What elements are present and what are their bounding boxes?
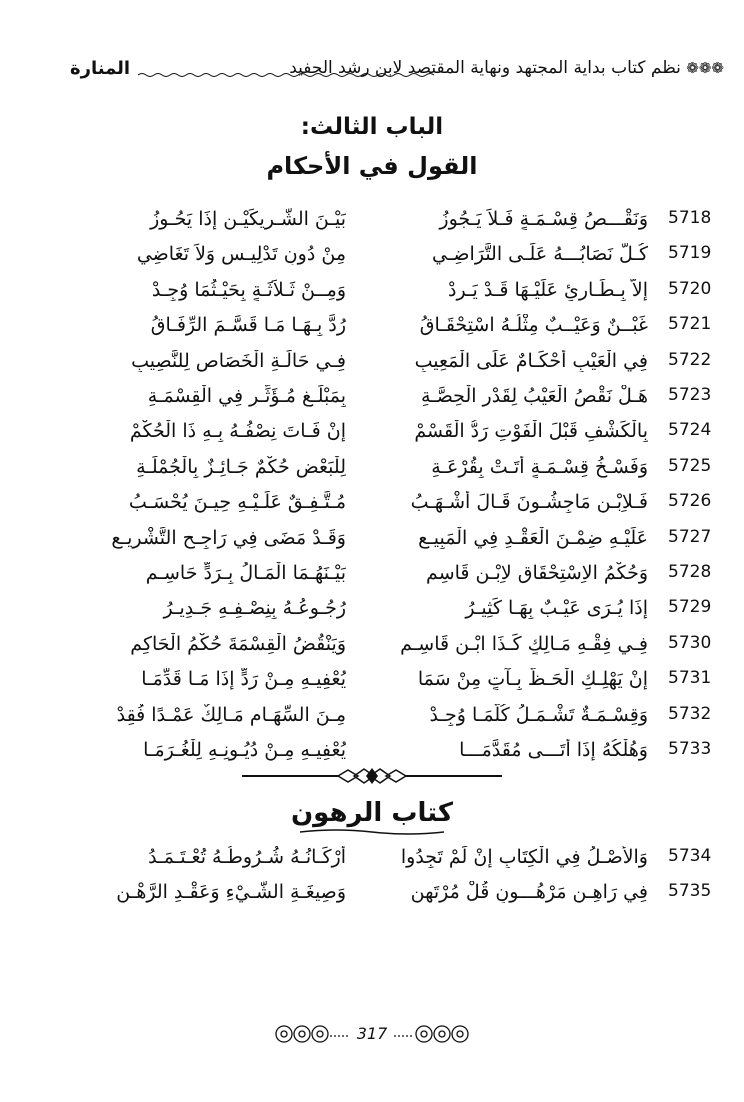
verse-row <box>0 704 744 739</box>
running-header <box>70 58 724 88</box>
verse-first-hemistich: وَالأَصْـلُ فِي الْكِتَابِ إِنْ لَمْ تَجِدُوا <box>400 846 648 868</box>
verse-number: 5732 <box>668 703 712 724</box>
verse-second-hemistich: أَرْكَـانُـهُ شُـرُوطُـهُ تُعْـتَـمَـدُ <box>148 846 346 868</box>
verse-row <box>0 208 744 243</box>
verse-first-hemistich: وَحُكْمُ الاِسْتِحْقَاقِ لاِبْـنِ قَاسِم <box>426 562 648 584</box>
chapter-label: الباب الثالث: <box>300 114 444 140</box>
verse-first-hemistich: فِي رَاهِـنٍ مَرْهُـــونٍ قُلْ مُرْتَهِنِ <box>410 881 648 904</box>
verse-second-hemistich: فِـي حَالَـةِ الْخَصَاصِ لِلنَّصِيبِ <box>131 349 346 372</box>
verse-first-hemistich: فَـلاِبْـنِ مَاجِشُـونَ قَـالَ أَشْـهَـبُ <box>410 491 648 514</box>
verse-first-hemistich: هَـلْ نَقْصُ الْعَيْبُ لِقَدْرِ الْحِصَّـةِ <box>420 385 648 407</box>
verse-first-hemistich: وَنَقْـــصُ قِسْـمَـةٍ فَـلاَ يَـجُوزُ <box>439 208 648 230</box>
verse-row <box>0 420 744 455</box>
verse-first-hemistich: وَفَسْـخُ قِسْـمَـةٍ أَتَـتْ بِقُرْعَـةِ <box>431 455 648 478</box>
verse-first-hemistich: وَقِسْـمَـةٌ تَشْـمَـلُ كُلَّمَـا وُجِـدْ <box>429 703 648 726</box>
verse-row <box>0 881 744 916</box>
verse-second-hemistich: وَصِيغَـةِ الشَّـيْءِ وَعَقْـدِ الرَّهْـنِ <box>116 881 346 904</box>
verse-first-hemistich: غَبْــنٌ وَعَيْــبٌ مِثْلُـهُ اسْتِحْقَـاقُ <box>419 314 648 337</box>
verse-second-hemistich: مِنْ دُونِ تَدْلِيـسٍ وَلاَ تَغَاضِي <box>136 243 346 266</box>
verse-number: 5726 <box>668 491 712 512</box>
verse-number: 5728 <box>668 562 712 582</box>
verse-second-hemistich: رُدَّ بِـهَـا مَـا قَسَّـمَ الرِّفَـاقُ <box>150 314 346 337</box>
verse-row <box>0 527 744 562</box>
verse-first-hemistich: إِلاَّ بِـطَـارِئٍ عَلَيْـهَا قَـدْ يَـرِدْ <box>447 278 648 301</box>
verse-number: 5722 <box>668 349 712 370</box>
verse-second-hemistich: بَيْـنَهُـمَا الْمَـالُ بِـرَدٍّ حَاسِـمِ <box>145 562 346 584</box>
verse-row <box>0 562 744 597</box>
verse-row <box>0 385 744 420</box>
verse-row <box>0 668 744 703</box>
header-title-text: نظم كتاب بداية المجتهد ونهاية المقتصد لابن رشد الحفيد <box>289 58 681 78</box>
verse-first-hemistich: إِذَا يُـرَى عَيْـبٌ بِهَـا كَثِيـرُ <box>465 597 648 620</box>
verse-second-hemistich: وَقَـدْ مَضَى فِي رَاجِـحِ التَّشْرِيـعِ <box>111 526 346 549</box>
verse-second-hemistich: يُعْفِيـهِ مِـنْ رَدٍّ إِذَا مَـا قَدِّمَـا <box>141 668 346 691</box>
verse-row <box>0 279 744 314</box>
verse-row <box>0 597 744 632</box>
verse-row <box>0 314 744 349</box>
verse-first-hemistich: بِالْكَشْفِ قَبْلَ الْفَوْتِ رَدُّ الْقَسْمْ <box>414 420 648 443</box>
verse-number: 5721 <box>668 314 712 335</box>
header-title <box>289 58 724 78</box>
book-title: كتاب الرهون <box>290 798 454 828</box>
chapter-title: القول في الأحكام <box>266 152 478 180</box>
verse-number: 5718 <box>668 208 712 228</box>
verse-first-hemistich: إِنْ يَهْلِـكِ الْحَـظُّ بِـآتٍ مِنْ سَمَا <box>417 668 648 691</box>
verse-row <box>0 243 744 278</box>
verse-second-hemistich: بَيْـنَ الشَّـرِيكَيْـنِ إِذَا يَحُـوزُ <box>150 208 346 230</box>
header-ornament-icon: ❁❁❁ <box>686 59 724 77</box>
verse-second-hemistich: يُعْفِيـهِ مِـنْ دُيُـونِـهِ لِلْغُـرَمَـا <box>143 739 346 761</box>
verse-first-hemistich: فِـي فِقْـهِ مَـالِكٍ كَـذَا ابْـنِ قَاسِـمِ <box>400 632 648 655</box>
verse-number: 5733 <box>668 739 712 759</box>
verse-row <box>0 456 744 491</box>
verse-second-hemistich: لِلْبَعْضِ حُكْمٌ جَـائِـزٌ بِالْجُمْلَـةِ <box>136 455 346 478</box>
verse-second-hemistich: مِـنَ السِّهَـامِ مَـالِكٌ عَمْـدًا فُقِدْ <box>116 703 346 726</box>
verse-number: 5727 <box>668 526 712 547</box>
verse-first-hemistich: عَلَيْـهِ ضِمْـنَ الْعَقْـدِ فِي الْمَبِيـعِ <box>418 526 648 549</box>
verse-first-hemistich: فِي الْعَيْبِ أَحْكَـامٌ عَلَى الْمَعِيبِ <box>414 349 648 372</box>
verse-number: 5720 <box>668 278 712 299</box>
verse-number: 5724 <box>668 420 712 441</box>
verse-second-hemistich: مُـتَّـفِـقٌ عَلَـيْـهِ حِيـنَ يُحْسَـبُ <box>128 491 346 514</box>
verse-number: 5719 <box>668 243 712 264</box>
verse-number: 5735 <box>668 881 712 902</box>
verse-number: 5734 <box>668 846 712 866</box>
verse-second-hemistich: وَيَنْقُضُ الْقِسْمَةَ حُكْمُ الْحَاكِمِ <box>130 632 346 655</box>
verse-row <box>0 846 744 881</box>
verse-first-hemistich: وَهُلْكُهُ إِذَا أَتَـــى مُقَدَّمَـــا <box>459 739 648 761</box>
verse-number: 5730 <box>668 632 712 653</box>
page-number: 317 <box>356 1024 388 1043</box>
verse-row <box>0 633 744 668</box>
verse-second-hemistich: بِمَبْلَـغٍ مُـؤَثِّـرٍ فِي الْقِسْمَـةِ <box>147 385 346 407</box>
header-left-label: المنارة <box>70 58 131 79</box>
verse-first-hemistich: كُـلٌّ نَصَابُـــهُ عَلَـى التَّرَاضِـي <box>432 243 648 266</box>
verse-number: 5723 <box>668 385 712 405</box>
verse-number: 5729 <box>668 597 712 618</box>
verse-second-hemistich: وَمِــنْ ثَـلاَثَـةٍ بِحَيْـثُمَا وُجِـدْ <box>151 278 346 301</box>
verse-row <box>0 491 744 526</box>
verse-second-hemistich: رُجُـوعُـهُ بِنِصْـفِـهِ جَـدِيـرُ <box>163 597 346 620</box>
verse-second-hemistich: إِنْ فَـاتَ نِصْفُـهُ بِـهِ ذَا الْحُكْمْ <box>129 420 346 443</box>
verse-row <box>0 350 744 385</box>
verse-number: 5731 <box>668 668 712 689</box>
book-title-underline <box>300 829 444 835</box>
ornamental-divider <box>242 764 502 788</box>
verse-number: 5725 <box>668 455 712 476</box>
